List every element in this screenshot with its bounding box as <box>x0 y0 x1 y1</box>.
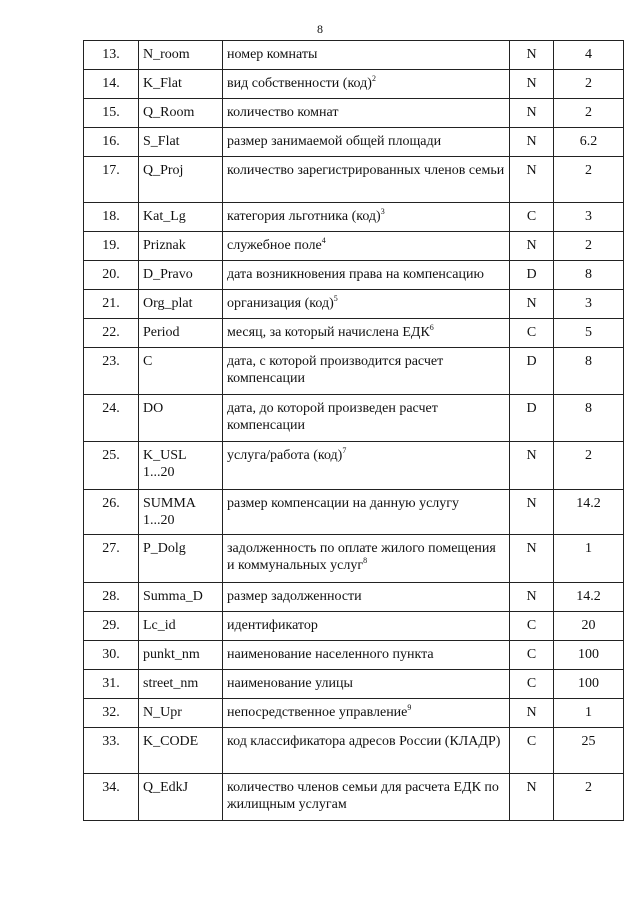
row-number: 28. <box>84 583 139 612</box>
field-description <box>223 203 510 232</box>
field-name: street_nm <box>139 670 223 699</box>
field-name: K_Flat <box>139 70 223 99</box>
page-number: 8 <box>317 22 323 36</box>
field-type: D <box>510 261 554 290</box>
field-type: N <box>510 490 554 535</box>
field-type: N <box>510 70 554 99</box>
description-text: код классификатора адресов России (КЛАДР) <box>227 734 501 749</box>
field-length: 100 <box>554 641 624 670</box>
field-name: N_room <box>139 41 223 70</box>
field-name: Period <box>139 319 223 348</box>
footnote-marker: 9 <box>407 703 412 712</box>
table-row <box>84 641 624 670</box>
description-text: организация (код) <box>227 296 334 311</box>
footnote-marker: 3 <box>380 207 385 216</box>
description-text: служебное поле <box>227 238 322 253</box>
field-name: DO <box>139 395 223 442</box>
field-description <box>223 583 510 612</box>
field-description <box>223 128 510 157</box>
field-description <box>223 157 510 203</box>
field-description <box>223 490 510 535</box>
field-length: 8 <box>554 395 624 442</box>
field-type: C <box>510 612 554 641</box>
row-number: 20. <box>84 261 139 290</box>
field-length: 3 <box>554 203 624 232</box>
table-row <box>84 319 624 348</box>
field-description <box>223 99 510 128</box>
field-length: 8 <box>554 261 624 290</box>
field-description <box>223 728 510 774</box>
description-text: размер занимаемой общей площади <box>227 134 442 149</box>
field-type: D <box>510 348 554 395</box>
field-type: N <box>510 699 554 728</box>
field-type: C <box>510 203 554 232</box>
table-row <box>84 395 624 442</box>
row-number: 14. <box>84 70 139 99</box>
row-number: 21. <box>84 290 139 319</box>
field-name: Summa_D <box>139 583 223 612</box>
field-length: 5 <box>554 319 624 348</box>
field-description <box>223 232 510 261</box>
description-text: дата, с которой производится расчет компенсации <box>227 354 444 386</box>
row-number: 30. <box>84 641 139 670</box>
field-description <box>223 395 510 442</box>
table-row <box>84 670 624 699</box>
field-name: Lc_id <box>139 612 223 641</box>
field-length: 14.2 <box>554 490 624 535</box>
description-text: номер комнаты <box>227 47 318 62</box>
table-row <box>84 99 624 128</box>
row-number: 24. <box>84 395 139 442</box>
field-description <box>223 348 510 395</box>
field-name: S_Flat <box>139 128 223 157</box>
row-number: 19. <box>84 232 139 261</box>
field-description <box>223 612 510 641</box>
row-number: 25. <box>84 442 139 490</box>
field-length: 100 <box>554 670 624 699</box>
description-text: месяц, за который начислена ЕДК <box>227 325 430 340</box>
description-text: количество членов семьи для расчета ЕДК по жилищным услугам <box>227 780 499 812</box>
table-row <box>84 41 624 70</box>
field-description <box>223 41 510 70</box>
table-row <box>84 128 624 157</box>
description-text: дата, до которой произведен расчет компенсации <box>227 401 438 433</box>
field-length: 20 <box>554 612 624 641</box>
field-length: 2 <box>554 442 624 490</box>
field-type: N <box>510 157 554 203</box>
field-length: 25 <box>554 728 624 774</box>
field-name: Q_Proj <box>139 157 223 203</box>
field-name: SUMMA 1...20 <box>139 490 223 535</box>
field-name: Priznak <box>139 232 223 261</box>
field-description <box>223 319 510 348</box>
field-type: N <box>510 583 554 612</box>
table-row <box>84 490 624 535</box>
table-row <box>84 535 624 583</box>
table-row <box>84 774 624 821</box>
row-number: 26. <box>84 490 139 535</box>
row-number: 23. <box>84 348 139 395</box>
table-row <box>84 157 624 203</box>
field-type: N <box>510 41 554 70</box>
field-length: 14.2 <box>554 583 624 612</box>
table-row <box>84 203 624 232</box>
field-description <box>223 261 510 290</box>
row-number: 18. <box>84 203 139 232</box>
description-text: наименование населенного пункта <box>227 647 434 662</box>
row-number: 22. <box>84 319 139 348</box>
description-text: наименование улицы <box>227 676 353 691</box>
field-length: 2 <box>554 99 624 128</box>
footnote-marker: 7 <box>342 446 347 455</box>
table-row <box>84 232 624 261</box>
field-description <box>223 670 510 699</box>
field-length: 1 <box>554 535 624 583</box>
row-number: 33. <box>84 728 139 774</box>
field-name: Org_plat <box>139 290 223 319</box>
footnote-marker: 5 <box>333 294 338 303</box>
field-name: N_Upr <box>139 699 223 728</box>
row-number: 27. <box>84 535 139 583</box>
field-description <box>223 641 510 670</box>
field-length: 8 <box>554 348 624 395</box>
field-length: 1 <box>554 699 624 728</box>
field-name: D_Pravo <box>139 261 223 290</box>
description-text: дата возникновения права на компенсацию <box>227 267 484 282</box>
field-table <box>83 40 624 821</box>
field-type: N <box>510 128 554 157</box>
field-description <box>223 774 510 821</box>
footnote-marker: 8 <box>363 556 368 565</box>
row-number: 15. <box>84 99 139 128</box>
table-row <box>84 261 624 290</box>
field-type: C <box>510 728 554 774</box>
row-number: 31. <box>84 670 139 699</box>
field-length: 2 <box>554 774 624 821</box>
field-length: 6.2 <box>554 128 624 157</box>
field-type: D <box>510 395 554 442</box>
row-number: 29. <box>84 612 139 641</box>
field-type: N <box>510 442 554 490</box>
field-description <box>223 70 510 99</box>
description-text: категория льготника (код) <box>227 209 381 224</box>
field-name: C <box>139 348 223 395</box>
field-name: P_Dolg <box>139 535 223 583</box>
field-description <box>223 290 510 319</box>
description-text: количество комнат <box>227 105 339 120</box>
footnote-marker: 4 <box>321 236 326 245</box>
field-length: 2 <box>554 70 624 99</box>
field-name: Q_EdkJ <box>139 774 223 821</box>
row-number: 17. <box>84 157 139 203</box>
field-description <box>223 699 510 728</box>
field-description <box>223 535 510 583</box>
row-number: 13. <box>84 41 139 70</box>
field-type: N <box>510 535 554 583</box>
table-row <box>84 290 624 319</box>
field-type: C <box>510 641 554 670</box>
table-row <box>84 70 624 99</box>
row-number: 34. <box>84 774 139 821</box>
description-text: задолженность по оплате жилого помещения и коммунальных услуг <box>227 541 496 573</box>
field-name: punkt_nm <box>139 641 223 670</box>
field-length: 2 <box>554 157 624 203</box>
field-length: 3 <box>554 290 624 319</box>
field-name: K_CODE <box>139 728 223 774</box>
description-text: идентификатор <box>227 618 318 633</box>
description-text: услуга/работа (код) <box>227 448 343 463</box>
footnote-marker: 6 <box>429 323 434 332</box>
field-description <box>223 442 510 490</box>
footnote-marker: 2 <box>371 74 376 83</box>
table-row <box>84 728 624 774</box>
description-text: размер компенсации на данную услугу <box>227 496 460 511</box>
field-length: 4 <box>554 41 624 70</box>
field-type: N <box>510 99 554 128</box>
table-row <box>84 583 624 612</box>
table-row <box>84 442 624 490</box>
description-text: количество зарегистрированных членов семьи <box>227 163 505 178</box>
field-table-body <box>84 41 624 821</box>
field-name: Q_Room <box>139 99 223 128</box>
row-number: 32. <box>84 699 139 728</box>
description-text: непосредственное управление <box>227 705 408 720</box>
row-number: 16. <box>84 128 139 157</box>
table-row <box>84 699 624 728</box>
field-type: N <box>510 290 554 319</box>
table-row <box>84 348 624 395</box>
table-row <box>84 612 624 641</box>
field-length: 2 <box>554 232 624 261</box>
field-type: C <box>510 670 554 699</box>
description-text: размер задолженности <box>227 589 362 604</box>
field-name: K_USL 1...20 <box>139 442 223 490</box>
field-type: N <box>510 774 554 821</box>
field-type: C <box>510 319 554 348</box>
description-text: вид собственности (код) <box>227 76 372 91</box>
field-type: N <box>510 232 554 261</box>
field-name: Kat_Lg <box>139 203 223 232</box>
